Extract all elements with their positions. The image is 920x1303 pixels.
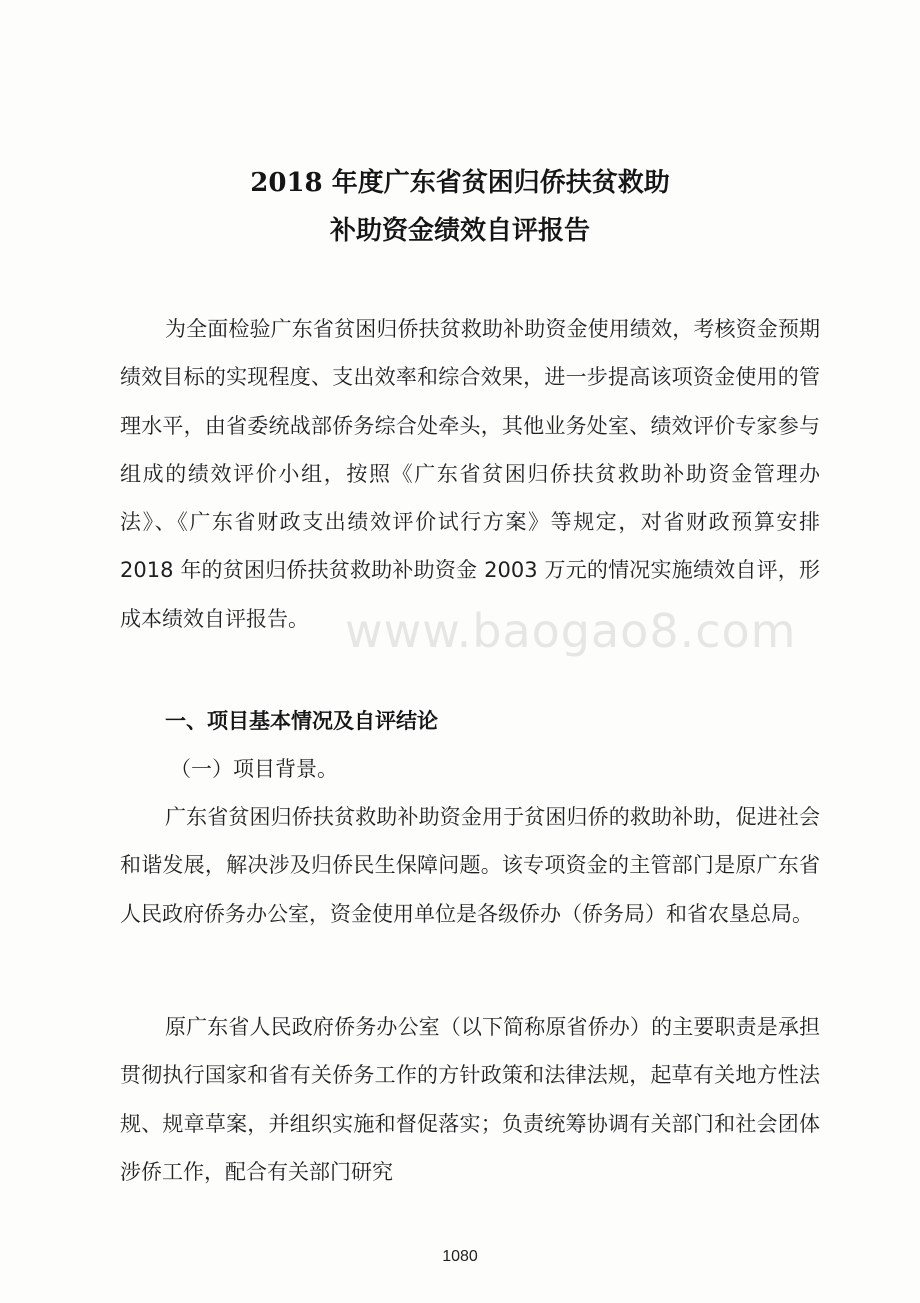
- document-title-line-1: 2018 年度广东省贫困归侨扶贫救助: [250, 168, 670, 198]
- subsection-heading-1: （一）项目背景。: [170, 757, 338, 781]
- page-number: 1080: [442, 1248, 478, 1265]
- intro-paragraph: 为全面检验广东省贫困归侨扶贫救助补助资金使用绩效，考核资金预期绩效目标的实现程度、支出效率和综合效果，进一步提高该项资金使用的管理水平，由省委统战部侨务综合处牵头，其他业务处室、绩效评价专家参与组成的绩效评价小组，按照《广东省贫困归侨扶贫救助补助资金管理办法》、《广东省财政支出绩效评价试行方案》等规定，对省财政预算安排 2018 年的贫困归侨扶贫救助补助资金 2003 万元的情况实施绩效自评，形成本绩效自评报告。: [120, 317, 820, 631]
- section-heading-1: 一、项目基本情况及自评结论: [165, 709, 438, 733]
- background-paragraph: 广东省贫困归侨扶贫救助补助资金用于贫困归侨的救助补助，促进社会和谐发展，解决涉及归侨民生保障问题。该专项资金的主管部门是原广东省人民政府侨务办公室，资金使用单位是各级侨办（侨务局）和省农垦总局。: [120, 805, 820, 926]
- watermark: www.baogao8.com: [345, 604, 797, 658]
- document-title-line-2: 补助资金绩效自评报告: [329, 216, 590, 246]
- duties-paragraph: 原广东省人民政府侨务办公室（以下简称原省侨办）的主要职责是承担贯彻执行国家和省有关侨务工作的方针政策和法律法规，起草有关地方性法规、规章草案，并组织实施和督促落实；负责统筹协调有关部门和社会团体涉侨工作，配合有关部门研究: [120, 1015, 820, 1184]
